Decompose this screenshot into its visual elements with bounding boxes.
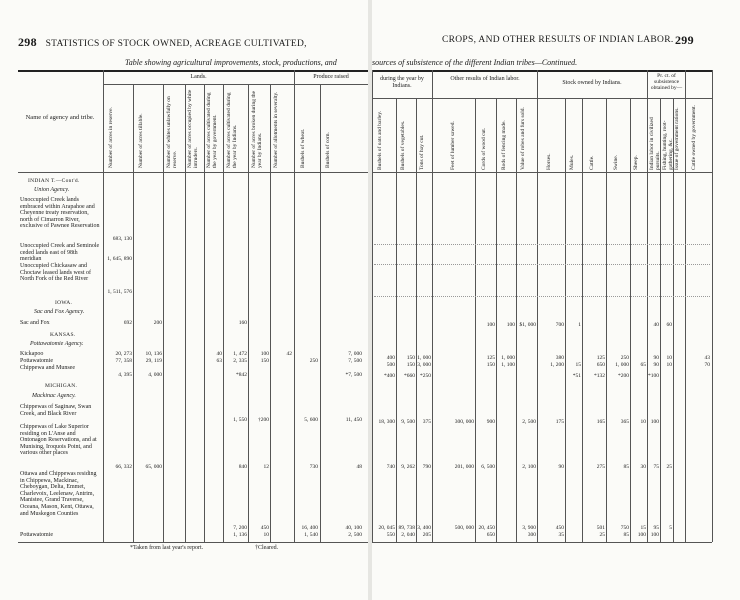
cell: 90 xyxy=(558,464,564,470)
cell: 2, 500 xyxy=(348,532,362,538)
cell: 1, 000 xyxy=(417,355,431,361)
cell: 85 xyxy=(623,532,629,538)
cell: 10 xyxy=(666,362,672,368)
row-pottawatomie-ks: Pottawatomie xyxy=(20,358,53,364)
col-pct-fishing: Fishing, hunting, root-gathering, &c. xyxy=(662,120,674,170)
state-michigan: MICHIGAN. xyxy=(45,383,78,389)
cell: 90 xyxy=(653,355,659,361)
col-acres-reserve: Number of acres in reserve. xyxy=(108,107,114,168)
cell: 40 xyxy=(216,351,222,357)
col-sheep: Sheep. xyxy=(633,155,639,170)
cell: 150 xyxy=(406,355,415,361)
cell: 3, 400 xyxy=(417,525,431,531)
cell: 9, 500 xyxy=(401,419,415,425)
cell: 400 xyxy=(386,355,395,361)
cell: 20, 450 xyxy=(478,525,495,531)
cell: 200 xyxy=(153,320,162,326)
table-top-rule-right xyxy=(372,70,712,72)
group-during-year: during the year by Indians. xyxy=(380,76,424,89)
cell: 4, 395 xyxy=(118,372,132,378)
col-mules: Mules. xyxy=(569,154,575,170)
seminole-acres: 1, 645, 890 xyxy=(107,256,132,262)
cell: 70 xyxy=(704,362,710,368)
cell: 95 xyxy=(653,525,659,531)
section-header: INDIAN T.—Cont'd. xyxy=(28,178,80,184)
cell: 900 xyxy=(486,419,495,425)
right-head-text: CROPS, AND OTHER RESULTS OF INDIAN LABOR. xyxy=(442,35,674,45)
chickasaw-acres: 1, 511, 576 xyxy=(107,289,132,295)
col-acres-cultivated-indians: Number of acres cultivated during the year by Indians. xyxy=(226,92,238,168)
group-stock: Stock owned by Indians. xyxy=(562,80,622,86)
left-running-head xyxy=(18,35,307,50)
col-fencing: Rods of fencing made. xyxy=(501,120,507,170)
cell: 165 xyxy=(596,419,605,425)
cell: *250 xyxy=(420,373,431,379)
col-wood: Cords of wood cut. xyxy=(481,127,487,170)
cell: 1 xyxy=(578,322,581,328)
row-saginaw: Chippewas of Saginaw, Swan Creek, and Black River xyxy=(20,404,92,417)
cell: 1, 136 xyxy=(233,532,247,538)
group-other-results: Other results of Indian labor. xyxy=(450,76,520,82)
leader-seminole xyxy=(374,263,710,265)
cell: 65, 000 xyxy=(145,464,162,470)
cell: 7, 500 xyxy=(348,358,362,364)
cell: $1, 000 xyxy=(519,322,536,328)
col-pct-rations: Issue of government rations. xyxy=(674,107,680,170)
cell: *842 xyxy=(236,372,247,378)
group-rule-right xyxy=(372,98,712,99)
cell: 65 xyxy=(640,362,646,368)
group-rule xyxy=(103,84,368,85)
cell: 275 xyxy=(596,464,605,470)
row-seminole-lands: Unoccupied Creek and Seminole ceded lands east of 98th meridian xyxy=(20,243,100,263)
cell: 75 xyxy=(653,464,659,470)
cell: 9, 262 xyxy=(401,464,415,470)
cell: 790 xyxy=(422,464,431,470)
footnote-cleared: †Cleared. xyxy=(255,545,279,551)
cell: 2, 100 xyxy=(522,464,536,470)
agency-pottawatomie: Pottawatomie Agency. xyxy=(30,341,84,347)
col-acres-cultivated-gov: Number of acres cultivated during the year by government. xyxy=(206,92,218,168)
col-cattle-gov: Cattle owned by government. xyxy=(691,104,697,170)
cell: 450 xyxy=(555,525,564,531)
row-sac-and-fox: Sac and Fox xyxy=(20,320,50,326)
cell: 730 xyxy=(309,464,318,470)
footnote-last-year: *Taken from last year's report. xyxy=(130,545,204,551)
cell: 700 xyxy=(555,322,564,328)
right-subtitle: sources of subsistence of the different Indian tribes—Continued. xyxy=(372,58,578,67)
col-agency-header: Name of agency and tribe. xyxy=(25,114,95,121)
cell: 12 xyxy=(263,464,269,470)
cell: 201, 000 xyxy=(454,464,474,470)
left-head-text: STATISTICS OF STOCK OWNED, ACREAGE CULTIVATED, xyxy=(45,39,307,49)
row-chippewa-munsee: Chippewa and Munsee xyxy=(20,365,75,371)
cell: *400 xyxy=(384,373,395,379)
col-pct-labor: Indian labor in civilized pursuits. xyxy=(649,117,661,170)
cell: 500, 000 xyxy=(454,525,474,531)
left-subtitle: Table showing agricultural improvements, stock, productions, and xyxy=(125,58,337,67)
col-corn: Bushels of corn. xyxy=(325,132,331,168)
cell: 1, 540 xyxy=(304,532,318,538)
cell: 250 xyxy=(309,358,318,364)
cell: 11, 450 xyxy=(345,417,362,423)
col-oats-barley: Bushels of oats and barley. xyxy=(377,110,383,170)
cell: 40, 100 xyxy=(345,525,362,531)
agency-mackinac: Mackinac Agency. xyxy=(32,393,76,399)
leader-chickasaw xyxy=(374,295,710,297)
col-allotments: Number of allotments in severalty. xyxy=(273,91,279,168)
cell: 25 xyxy=(666,464,672,470)
cell: 5 xyxy=(669,525,672,531)
agency-union: Union Agency. xyxy=(34,187,70,193)
cell: 4, 000 xyxy=(148,372,162,378)
cell: 692 xyxy=(123,320,132,326)
cell: *200 xyxy=(618,373,629,379)
row-creek-lands: Unoccupied Creek lands embraced within Arapahoe and Cheyenne treaty reservation, north of Cimarron River, exclusive of Pawnee Reservation xyxy=(20,197,100,230)
cell: 5, 600 xyxy=(304,417,318,423)
leader-creek xyxy=(374,243,710,245)
cell: 375 xyxy=(422,419,431,425)
cell: *7, 500 xyxy=(345,372,362,378)
cell: 1, 000 xyxy=(501,355,515,361)
row-chickasaw-lands: Unoccupied Chickasaw and Choctaw leased lands west of North Fork of the Red River xyxy=(20,263,91,283)
cell: 48 xyxy=(356,464,362,470)
cell: 85 xyxy=(623,464,629,470)
cell: 1, 100 xyxy=(501,362,515,368)
left-page-number: 298 xyxy=(18,35,37,49)
cell: 100 xyxy=(650,419,659,425)
cell: 3, 900 xyxy=(522,525,536,531)
cell: 365 xyxy=(620,419,629,425)
col-wheat: Bushels of wheat. xyxy=(300,128,306,168)
cell: 100 xyxy=(260,351,269,357)
col-vegetables: Bushels of vegetables. xyxy=(400,120,406,170)
cell: 10 xyxy=(263,532,269,538)
cell: 2, 500 xyxy=(522,419,536,425)
right-page xyxy=(372,0,740,600)
cell: 40 xyxy=(653,322,659,328)
cell: 43 xyxy=(704,355,710,361)
cell: 100 xyxy=(650,532,659,538)
cell: *51 xyxy=(572,373,581,379)
cell: 205 xyxy=(422,532,431,538)
cell: 100 xyxy=(637,532,646,538)
cell: 150 xyxy=(486,362,495,368)
cell: †200 xyxy=(258,417,269,423)
cell: 175 xyxy=(555,419,564,425)
cell: 740 xyxy=(386,464,395,470)
left-page xyxy=(0,0,368,600)
cell: 650 xyxy=(486,532,495,538)
cell: 1, 550 xyxy=(233,417,247,423)
cell: 6, 500 xyxy=(481,464,495,470)
row-kickapoo: Kickapoo xyxy=(20,351,44,357)
cell: 100 xyxy=(486,322,495,328)
cell: 750 xyxy=(620,525,629,531)
cell: 300 xyxy=(527,532,536,538)
cell: 125 xyxy=(486,355,495,361)
cell: 30 xyxy=(640,464,646,470)
col-robes-furs: Value of robes and furs sold. xyxy=(520,107,526,170)
cell: 380 xyxy=(555,355,564,361)
creek-acres: 683, 130 xyxy=(112,236,132,242)
cell: 20, 273 xyxy=(115,351,132,357)
cell: 2, 040 xyxy=(401,532,415,538)
cell: 150 xyxy=(260,358,269,364)
right-page-number: 299 xyxy=(675,33,694,47)
row-ottawa-chippewa: Ottawa and Chippewas residing in Chippewa, Mackinac, Cheboygan, Delta, Emmet, Charlevoix, Leelenaw, Antrim, Manistee, Grand Traverse, Oceana, Mason, Kent, Ottawa, and Muskegon Counties xyxy=(20,471,97,517)
header-bottom-rule-right xyxy=(372,172,712,173)
cell: 2, 335 xyxy=(233,358,247,364)
cell: 10 xyxy=(640,419,646,425)
cell: 16, 400 xyxy=(301,525,318,531)
cell: 550 xyxy=(386,532,395,538)
state-iowa: IOWA. xyxy=(55,300,73,306)
cell: 450 xyxy=(260,525,269,531)
cell: 150 xyxy=(406,362,415,368)
col-acres-intruders: Number of acres occupied by white intruders. xyxy=(187,89,199,168)
state-kansas: KANSAS. xyxy=(50,332,76,338)
group-lands: Lands. xyxy=(190,74,207,80)
cell: 250 xyxy=(620,355,629,361)
row-lake-superior: Chippewas of Lake Superior residing on L'Anse and Ontonagon Reservations, and at Munising, Iroquois Point, and various other places xyxy=(20,424,97,457)
col-swine: Swine. xyxy=(613,154,619,170)
cell: 100 xyxy=(506,322,515,328)
table-top-rule xyxy=(18,70,368,72)
cell: 501 xyxy=(596,525,605,531)
cell: 90 xyxy=(653,362,659,368)
cell: 10 xyxy=(666,355,672,361)
cell: 25 xyxy=(599,532,605,538)
row-pottawatomie-mi: Pottawatomie xyxy=(20,532,53,538)
cell: 35 xyxy=(558,532,564,538)
cell: 7, 200 xyxy=(233,525,247,531)
cell: 15 xyxy=(575,362,581,368)
cell: 89, 738 xyxy=(398,525,415,531)
cell: 7, 000 xyxy=(348,351,362,357)
header-bottom-rule xyxy=(18,172,368,173)
cell: 10, 136 xyxy=(145,351,162,357)
cell: 42 xyxy=(286,351,292,357)
col-hay: Tons of hay cut. xyxy=(419,134,425,170)
col-acres-tillable: Number of acres tillable. xyxy=(138,113,144,168)
group-produce: Produce raised xyxy=(313,74,349,80)
cell: *132 xyxy=(594,373,605,379)
col-horses: Horses. xyxy=(546,153,552,170)
cell: *100 xyxy=(648,373,659,379)
cell: 125 xyxy=(596,355,605,361)
cell: 29, 119 xyxy=(145,358,162,364)
cell: 77, 358 xyxy=(115,358,132,364)
cell: 1, 472 xyxy=(233,351,247,357)
col-lumber: Feet of lumber sawed. xyxy=(450,121,456,170)
group-pct-subsistence: Pr. ct. of subsistence obtained by— xyxy=(650,73,683,91)
cell: 1, 000 xyxy=(615,362,629,368)
cell: 300, 000 xyxy=(454,419,474,425)
cell: *660 xyxy=(404,373,415,379)
col-acres-broken: Number of acres broken during the year by Indians. xyxy=(251,90,263,168)
cell: 650 xyxy=(596,362,605,368)
agency-sac: Sac and Fox Agency. xyxy=(34,309,85,315)
cell: 3, 000 xyxy=(417,362,431,368)
cell: 63 xyxy=(216,358,222,364)
cell: 18, 300 xyxy=(378,419,395,425)
cell: 20, 045 xyxy=(378,525,395,531)
col-whites-unlawful: Number of whites unlawfully on reserve. xyxy=(166,96,178,168)
cell: 1, 200 xyxy=(550,362,564,368)
cell: 160 xyxy=(238,320,247,326)
cell: 840 xyxy=(238,464,247,470)
col-cattle: Cattle. xyxy=(589,155,595,170)
cell: 15 xyxy=(640,525,646,531)
cell: 66, 332 xyxy=(115,464,132,470)
cell: 60 xyxy=(666,322,672,328)
cell: 500 xyxy=(386,362,395,368)
